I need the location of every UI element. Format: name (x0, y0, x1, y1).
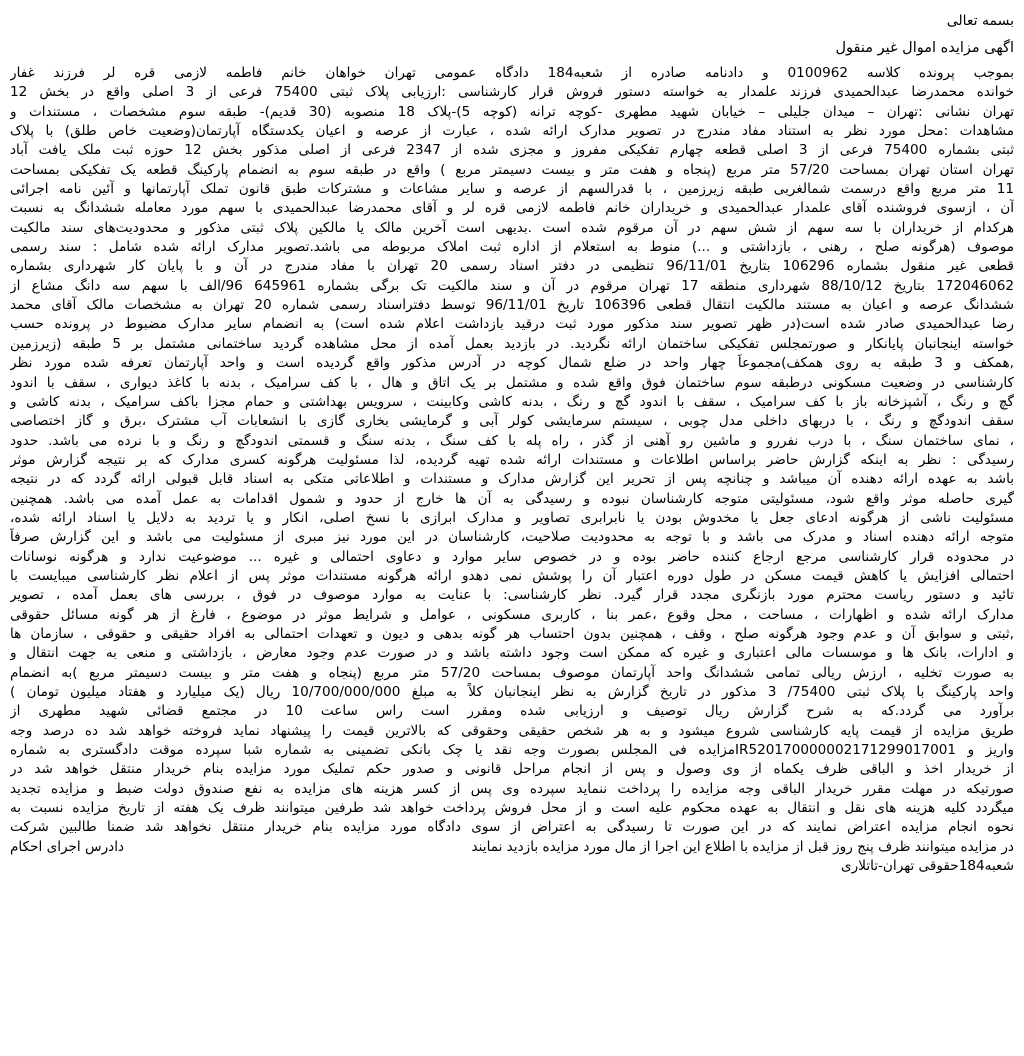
closing-row (10, 838, 1014, 857)
body-line: میگردد کلیه هزینه های نقل و انتقال به عهده محکوم علیه است و از محل فروش پرداخت خواهد شد طرفین میتوانند ظرف یک هفته از تاریخ مزایده نسبت به (10, 800, 1014, 817)
body-line: رسیدگی : نظر به اینکه گزارش حاضر براساس اطلاعات و مستندات ارائه شده تهیه گردیده، لذا مسئولیت هرگونه کسری مدارک که بر نتیجه گزارش موثر (10, 451, 1014, 468)
body-line: احتمالی افزایش یا کاهش قیمت مسکن در طول دوره اعتبار آن را پوشش نمی دهدو ارائه هرگونه مستندات موثر پس از اعلام نظر کارشناسی میبایست با (10, 567, 1014, 584)
body-line: تهران نشانی :تهران – میدان جلیلی – خیابان شهید مطهری -کوچه ترانه (کوچه 5)-پلاک 18 منصوبه (30 قدیم)- طبقه سوم مشخصات ، مستندات و (10, 103, 1014, 120)
signatory-title: دادرس اجرای احکام (10, 838, 125, 855)
body-line: از خریدار اخذ و الباقی ظرف یکماه از وی وصول و پس از انجام مراحل قانونی و صدور حکم تملیک مورد مزایده بنام خریدار منتقل خواهد شد در (10, 761, 1014, 778)
body-line: گیری حاصله موثر واقع شود، مسئولیتی متوجه کارشناسان نبوده و رسیدگی به آن ها خارج از حدود و شمول اقدامات به عمل آمده می باشد. همچنین (10, 490, 1014, 507)
visit-notice-text: در مزایده میتوانند ظرف پنج روز قبل از مزایده با اطلاع این اجرا از مال مورد مزایده بازدید نمایند (471, 838, 1014, 855)
body-line: ششدانگ عرصه و اعیان به مستند مالکیت انتقال قطعی 106396 تاریخ 96/11/01 توسط دفتراسناد رسمی شماره 20 تهران به مشخصات مالک آقای محمد (10, 297, 1014, 314)
body-line: متوجه ارائه دهنده اسناد و مدرک می باشد و با توجه به محدودیت صلاحیت، کارشناسان در این مورد نیز مبری از مسئولیت می باشد و این گزارش صرفاً (10, 529, 1014, 546)
body-line: صورتیکه در مهلت مقرر خریدار الباقی وجه مزایده را پرداخت ننماید سپرده وی پس از کسر هزینه های مزایده به نفع صندوق دولت ضبط و مزایده تجدید (10, 780, 1014, 797)
body-line: طریق مزایده از قیمت پایه کارشناسی شروع میشود و به هر شخص حقیقی وحقوقی که بالاترین قیمت را پیشنهاد نماید فروخته خواهد شد ده درصد وجه (10, 722, 1014, 739)
body-line: بموجب پرونده کلاسه 0100962 و دادنامه صادره از شعبه184 دادگاه عمومی تهران خواهان خانم فاطمه لازمی قره لر فرزند غفار (10, 65, 1014, 81)
body-line: قطعی غیر منقول بشماره 106296 بتاریخ 96/11/01 تنظیمی در دفتر اسناد رسمی 20 تهران با مفاد مندرج در آن و با پایان کار شهرداری بشماره (10, 258, 1014, 275)
body-line: مدارک ارائه شده و اظهارات ، مساحت ، محل وقوع ،عمر بنا ، کاربری مسکونی ، عوامل و شرایط موثر در موضوع ، فارغ از هر گونه مسائل حقوقی (10, 606, 1014, 623)
body-line: ,ثبتی و سوابق آن و عدم وجود هرگونه صلح ، وقف ، همچنین بدون احتساب هر گونه بدهی و دیون و تعهدات احتمالی به افراد حقیقی و حقوقی ، سازمان ها (10, 625, 1014, 642)
body-line: تائید و دستور ریاست محترم مورد بازنگری مجدد قرار گیرد. نظر کارشناسی: با عنایت به موارد موصوف در فوق ، بررسی های بعمل آمده ، تصویر (10, 587, 1014, 604)
body-line: ,همکف و 3 طبقه به روی همکف)مجموعاً چهار واحد در ضلع شمال کوچه در آدرس مذکور واقع گردیده است و واحد آپارتمان تعرفه شده مورد نظر (10, 355, 1014, 372)
body-line: کارشناسی در وضعیت مسکونی درطبقه سوم ساختمان فوق واقع شده و مشتمل بر یک اتاق و هال ، با کف سرامیک ، بدنه با کاغذ دیواری ، سقف با اندود (10, 374, 1014, 391)
body-line: به صورت تخلیه ، ارزش ریالی تمامی ششدانگ واحد آپارتمان موصوف بمساحت 57/20 متر مربع (پنجاه و هفت متر و بیست دسیمتر مربع )به انضمام (10, 664, 1014, 681)
body-line: خوانده محمدرضا عبدالحمیدی فرزند علمدار به خواسته دستور فروش قرار کارشناسی :ارزیابی پلاک ثبتی 75400 فرعی از 3 اصلی واقع در بخش 12 (10, 84, 1014, 101)
body-line: هرکدام از خریداران با سه سهم از شش سهم در آن مرقوم شده است .بدیهی است آخرین مالک یا مالکین پلاک ثبتی مذکور و محدودیت‌های سند مالکیت (10, 219, 1014, 236)
body-line: باشد به عهده ارائه دهنده آن میباشد و چنانچه پس از تحریر این گزارش مدارک و مستندات و اطلاعاتی متکی به اسناد قابل قبولی ارائه گردد که در نتیجه (10, 471, 1014, 488)
body-line: 172046062 بتاریخ 88/10/12 شهرداری منطقه 17 تهران مرقوم در آن و سند مالکیت تک برگی بشماره 645961 96/الف با سهم سه دانگ مشاع از (10, 277, 1014, 294)
body-line: رضا عبدالحمیدی صادر شده است(در ظهر تصویر سند مذکور مورد ثبت درقید بازداشت اعلام شده است) به انضمام سایر مدارک مضبوط در پرونده حسب (10, 316, 1014, 333)
body-line: سقف اندودگچ و رنگ ، با دربهای داخلی مدل چوبی ، سیستم سرمایشی کولر آبی و گرمایشی بخاری گازی با انشعابات آب مشترک ،برق و گاز اختصاصی (10, 413, 1014, 430)
notice-title: اگهی مزایده اموال غیر منقول (835, 40, 1014, 56)
notice-body (10, 64, 1014, 838)
body-line: آن ، ازسوی فروشنده آقای علمدار عبدالحمیدی و خریداران خانم فاطمه لازمی قره لر و آقای محمدرضا عبدالحمیدی با سهم مورد معامله ششدانگ به نسبت (10, 200, 1014, 217)
body-line: مشاهدات :محل مورد نظر به استناد مفاد مندرج در تصویر مدارک ارائه شده ، عبارت از عرصه و اعیان یکدستگاه آپارتمان(وضعیت خاص طلق) با پلاک (10, 123, 1014, 140)
body-line: و ادارات، بانک ها و موسسات مالی اعتباری و غیره که ممکن است وجود داشته باشد و در صورت عدم وجود معارض ، بازداشتی و منعی به جهت انتقال و (10, 645, 1014, 662)
body-line: تهران استان تهران بمساحت 57/20 متر مربع (پنجاه و هفت متر و بیست دسیمتر مربع ) واقع در طبقه سوم به انضمام پارکینگ قطعه یک تفکیکی بمساحت (10, 161, 1014, 178)
body-line: گچ و رنگ ، آشپزخانه باز با کف سرامیک ، سقف با اندود گچ و رنگ ، بدنه کاشی وکابینت ، سرویس بهداشتی و حمام مجزا باکف سرامیک ، بدنه کاشی و (10, 393, 1014, 410)
body-line: ثبتی بشماره 75400 فرعی از 3 اصلی قطعه چهارم تفکیکی مفروز و مجزی شده از 2347 فرعی از اصلی مذکور بخش 12 حوزه ثبت ملک یافت آباد (10, 142, 1014, 159)
body-line: 11 متر مربع واقع درسمت شمالغربی طبقه زیرزمین ، با قدرالسهم از عرصه و سایر مشاعات و مشترکات طبق قانون تملک آپارتمانها و آئین نامه اجرائی (10, 181, 1014, 198)
body-line: برآورد می گردد.که به شرح گزارش ریال توصیف و ارزیابی شده ومقرر است راس ساعت 10 در مجتمع قضائی شهید مطهری از (10, 703, 1014, 720)
basmala: بسمه تعالی (946, 13, 1014, 29)
body-line: واحد پارکینگ با پلاک ثبتی 75400/ 3 مذکور در تاریخ گزارش به نظر اینجانبان کلاً به مبلغ 10/700/000/000 ریال (یک میلیارد و هفتاد میلیون تومان ) (10, 684, 1014, 700)
body-line: موصوف (هرگونه صلح ، رهنی ، بازداشتی و ...) منوط به استعلام از اداره ثبت املاک مربوطه می باشد.تصویر مدارک ارائه شده شامل : سند رسمی (10, 239, 1014, 256)
court-branch: شعبه184حقوقی تهران-تاتلاری (841, 858, 1014, 875)
body-line: نحوه انجام مزایده اعتراض نمایند که در این صورت تا رسیدگی به اعتراض از سوی دادگاه مورد مزایده بنام خریدار منتقل نخواهد شد ضمنا طالبین شرکت (10, 819, 1014, 836)
body-line: واریز و IR520170000002171299017001مزایده فی المجلس بصورت وجه نقد یا چک بانکی تضمینی به شماره شبا سپرده موقت دادگستری به شماره (10, 742, 1014, 759)
body-line: در محدوده قرار کارشناسی مرجع ارجاع کننده حاضر بوده و در خصوص سایر موارد و دعاوی احتمالی و غیره ... موضوعیت ندارد و هرگونه نوسانات (10, 548, 1014, 565)
body-line: مسئولیت ناشی از هرگونه ادعای جعل یا مخدوش بودن یا نابرابری تصاویر و مدارک ابرازی با نسخ اصلی، انکار و یا تردید به دلایل یا اسناد ارائه شده، (10, 509, 1014, 526)
body-line: خواسته اینجانبان پایانکار و صورتمجلس تفکیکی ساختمان ارائه نگردید. در بازدید بعمل آمده از محل مشاهده گردید ساختمانی مشتمل بر 5 طبقه (زیرزمین (10, 335, 1014, 352)
body-line: ، نمای ساختمان سنگ ، با درب نفررو و ماشین رو آهنی از گذر ، راه پله با کف سنگ ، بدنه سنگ و قسمتی اندودگچ و رنگ و با نرده می باشد. حدود (10, 432, 1014, 449)
